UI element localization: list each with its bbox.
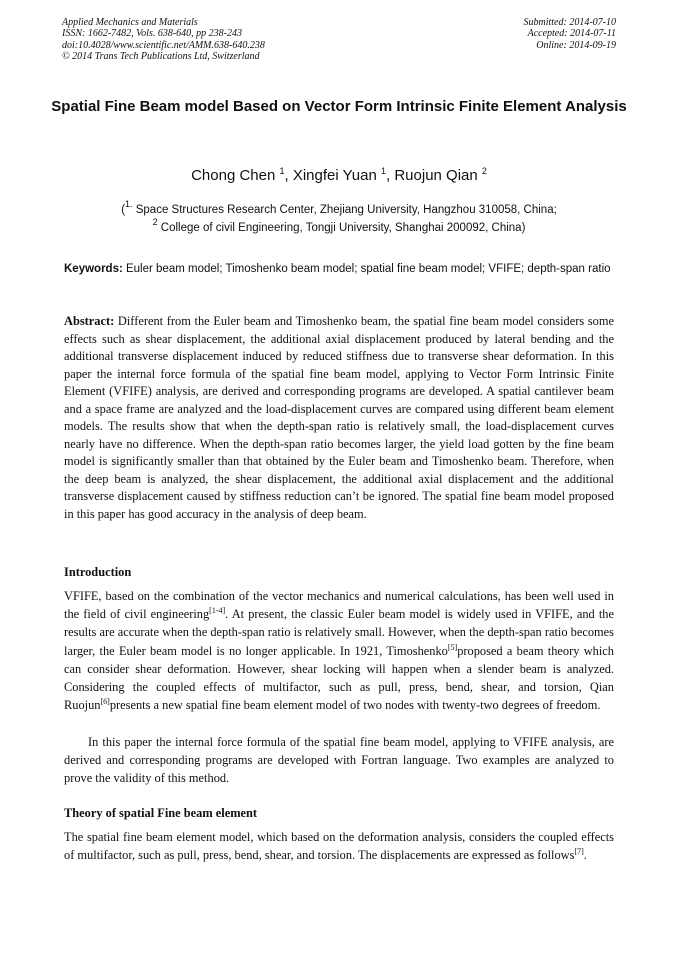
author-separator: , xyxy=(386,167,395,184)
online-date: Online: 2014-09-19 xyxy=(536,39,616,51)
dates-header xyxy=(524,17,617,51)
affiliation-text: Space Structures Research Center, Zhejiang University, Hangzhou 310058, China; xyxy=(132,204,557,216)
section-heading-introduction: Introduction xyxy=(64,565,132,579)
keywords-text: Euler beam model; Timoshenko beam model; spatial fine beam model; VFIFE; depth-span ratio xyxy=(122,263,611,275)
affiliation-prefix: ( xyxy=(121,204,126,216)
author-affiliation-mark: 2 xyxy=(481,166,487,176)
paragraph-text: VFIFE, based on the combination of the vector mechanics and numerical calculations, has been well used in the field of civil engineering xyxy=(64,589,614,622)
submitted-date: Submitted: 2014-07-10 xyxy=(523,17,616,28)
author-affiliation-mark: 1 xyxy=(380,166,386,176)
author-name: Xingfei Yuan xyxy=(292,167,377,184)
citation: [6] xyxy=(100,697,110,707)
affiliation xyxy=(60,199,618,217)
author-list xyxy=(60,166,618,186)
author-affiliation-mark: 1 xyxy=(279,166,285,176)
paper-title: Spatial Fine Beam model Based on Vector Form Intrinsic Finite Element Analysis xyxy=(51,98,627,115)
citation: [7] xyxy=(574,847,584,857)
introduction-paragraph xyxy=(64,587,614,714)
affiliation-mark: 1. xyxy=(125,199,133,209)
abstract-text: Different from the Euler beam and Timoshenko beam, the spatial fine beam model considers some effects such as shear displacement, the additional axial displacement produced by lateral bending and the additional transverse displacement induced by reduced stiffness due to transverse shear deformation. In this paper the internal force formula of the spatial fine beam model, applying to Vector Form Intrinsic Finite Element (VFIFE) analysis, are derived and corresponding programs are developed. A spatial cantilever beam and a space frame are analyzed and the load-displacement curves are compared using different beam element models. The results show that when the depth-span ratio is relatively small, the load-displacement curves nearly have no difference. When the depth-span ratio becomes larger, the yield load gotten by the fine beam model is significantly smaller than that obtained by the Euler beam and Timoshenko beam. Therefore, when the deep beam is analyzed, the shear displacement, the additional axial displacement and the additional transverse displacement caused by stiffness reduction can’t be ignored. The spatial fine beam model proposed in this paper has good accuracy in the analysis of deep beam. xyxy=(64,314,614,521)
journal-header xyxy=(62,17,265,62)
introduction-paragraph: In this paper the internal force formula of the spatial fine beam model, applying to VFIFE analysis, are derived and corresponding programs are developed with Fortran language. Two examples are analyzed to prove the validity of this method. xyxy=(64,735,614,786)
affiliation-mark: 2 xyxy=(152,217,158,227)
paragraph-text: presents a new spatial fine beam element model of two nodes with twenty-two degrees of freedom. xyxy=(109,698,601,713)
theory-paragraph xyxy=(64,828,614,864)
keywords-label: Keywords: xyxy=(64,263,123,275)
citation: [5] xyxy=(447,642,458,652)
paragraph-text: proposed a beam theory which can consider shear deformation. However, shear locking will happen when a slender beam is analyzed. Considering the coupled effects of multifactor, such as pull, press, bend, shear, and torsion, Qian Ruojun xyxy=(64,643,614,713)
author-name: Ruojun Qian xyxy=(394,167,478,184)
abstract-label: Abstract: xyxy=(64,314,115,328)
affiliation-text: College of civil Engineering, Tongji University, Shanghai 200092, China) xyxy=(157,222,526,234)
copyright-notice: © 2014 Trans Tech Publications Ltd, Switzerland xyxy=(62,50,260,62)
journal-issn: ISSN: 1662-7482, Vols. 638-640, pp 238-243 xyxy=(62,28,242,40)
author-name: Chong Chen xyxy=(191,167,276,184)
keywords xyxy=(64,260,614,278)
abstract xyxy=(64,313,614,523)
journal-name: Applied Mechanics and Materials xyxy=(62,17,198,28)
author-separator: , xyxy=(284,167,293,184)
affiliation xyxy=(60,217,618,235)
section-heading-theory: Theory of spatial Fine beam element xyxy=(64,806,258,820)
paragraph-text: . At present, the classic Euler beam model is widely used in VFIFE, and the results are accurate when the depth-span ratio is relatively small. However, when the depth-span ratio becomes larger, the Euler beam model is no longer applicable. In 1921, Timoshenko xyxy=(64,607,614,658)
paragraph-text: The spatial fine beam element model, which based on the deformation analysis, considers the coupled effects of multifactor, such as pull, press, bend, shear, and torsion. The displacements are expressed as follows xyxy=(64,830,614,863)
accepted-date: Accepted: 2014-07-11 xyxy=(527,28,616,40)
citation: [1-4] xyxy=(209,606,226,616)
paragraph-text: . xyxy=(583,848,587,863)
journal-doi: doi:10.4028/www.scientific.net/AMM.638-640.238 xyxy=(62,39,265,51)
